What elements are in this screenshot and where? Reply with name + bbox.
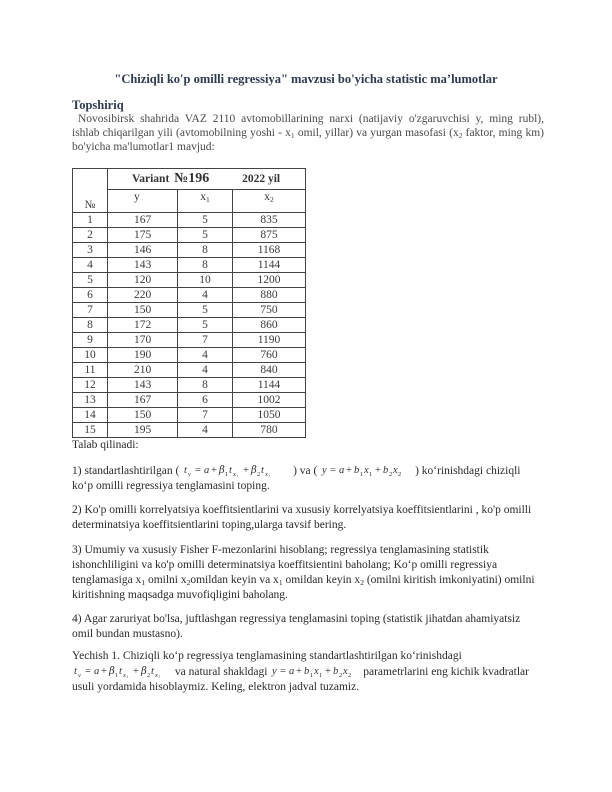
x2-value: 1168: [233, 243, 306, 258]
col-header-x2: $x_2$: [233, 190, 306, 213]
row-number: 7: [73, 303, 108, 318]
svg-text:a: a: [289, 666, 295, 677]
svg-text:β: β: [109, 666, 115, 677]
svg-text:t: t: [119, 666, 122, 677]
row-number: 8: [73, 318, 108, 333]
x2-value: 780: [233, 423, 306, 438]
svg-text:1: 1: [319, 672, 323, 678]
x2-value: 760: [233, 348, 306, 363]
row-number: 15: [73, 423, 108, 438]
svg-text:a: a: [339, 465, 345, 476]
x2-value: 1200: [233, 273, 306, 288]
table-row: [73, 213, 306, 228]
x2-value: 880: [233, 288, 306, 303]
svg-text:β: β: [141, 666, 147, 677]
x1-value: 5: [178, 318, 233, 333]
x2-value: 1002: [233, 393, 306, 408]
svg-text:2: 2: [257, 471, 261, 477]
svg-text:1: 1: [310, 672, 314, 678]
variant-number: №196: [174, 171, 210, 186]
y-value: 167: [108, 213, 178, 228]
svg-text:b: b: [354, 465, 360, 476]
svg-text:t: t: [229, 465, 233, 476]
intro-text-1: Novosibirsk shahrida VAZ 2110 avtomobillarining narxi (natijaviy o'zgaruvchisi y, ming rubl), ishlab chiqarilgan yili (avtomobilning yoshi - x: [72, 113, 544, 139]
table-row: [73, 408, 306, 423]
svg-text:x: x: [343, 666, 349, 677]
solution-standardized-formula: [72, 664, 172, 678]
row-number: 13: [73, 393, 108, 408]
x2-value: 835: [233, 213, 306, 228]
row-number: 5: [73, 273, 108, 288]
variant-header: [108, 169, 306, 190]
svg-text:β: β: [219, 465, 225, 476]
y-value: 175: [108, 228, 178, 243]
intro-text-3: faktor, ming km) bo'yicha ma'lumotlar1 mavjud:: [72, 127, 544, 153]
svg-text:1: 1: [225, 471, 229, 477]
x2-value: 1144: [233, 258, 306, 273]
row-number: 10: [73, 348, 108, 363]
svg-text:+: +: [101, 666, 107, 677]
x1-value: 4: [178, 348, 233, 363]
y-value: 120: [108, 273, 178, 288]
svg-text:t: t: [261, 465, 265, 476]
svg-text:x₁: x₁: [123, 672, 129, 678]
y-value: 143: [108, 378, 178, 393]
y-value: 143: [108, 258, 178, 273]
svg-text:=: =: [85, 666, 91, 677]
svg-text:y: y: [322, 465, 327, 476]
intro-sub-1: 1: [290, 131, 295, 140]
y-value: 220: [108, 288, 178, 303]
table-row: [73, 318, 306, 333]
row-number: 12: [73, 378, 108, 393]
svg-text:=: =: [330, 465, 337, 476]
y-value: 150: [108, 303, 178, 318]
y-value: 210: [108, 363, 178, 378]
svg-text:+: +: [346, 465, 353, 476]
svg-text:=: =: [280, 666, 287, 677]
table-row: [73, 348, 306, 363]
requirement-1: 1) standartlashtirilgan ( t y = a + β 1 t x₁ + β 2 t x₂ ) va ( y = a + b 1 x 1 + b 2 x 2 ) ko‘rinishdagi chiziqli ko‘p omilli regressiya tenglamasini toping.: [72, 465, 521, 492]
table-row: [73, 333, 306, 348]
table-body: [73, 213, 306, 438]
svg-text:1: 1: [360, 471, 364, 477]
num-symbol: №: [84, 199, 96, 211]
x1-value: 5: [178, 303, 233, 318]
x2-value: 840: [233, 363, 306, 378]
svg-text:2: 2: [348, 672, 352, 678]
svg-text:x₂: x₂: [155, 672, 161, 678]
svg-text:1: 1: [115, 672, 119, 678]
table-row: [73, 288, 306, 303]
svg-text:+: +: [296, 666, 303, 677]
svg-text:x₂: x₂: [265, 471, 271, 477]
topshiriq-heading: Topshiriq: [72, 98, 124, 112]
y-value: 170: [108, 333, 178, 348]
page-title: "Chiziqli ko'p omilli regressiya" mavzusi bo'yicha statistic ma’lumotlar: [114, 72, 498, 86]
svg-text:b: b: [383, 465, 389, 476]
svg-text:y: y: [188, 471, 192, 477]
requirement-4: 4) Agar zaruriyat bo'lsa, juftlashgan regressiya tenglamasini toping (statistik jihatdan ahamiyatsiz omil bundan mustasno).: [72, 613, 521, 640]
svg-text:b: b: [304, 666, 310, 677]
svg-text:+: +: [375, 465, 382, 476]
x1-value: 10: [178, 273, 233, 288]
x1-value: 7: [178, 408, 233, 423]
variant-label: Variant: [132, 173, 170, 185]
svg-text:t: t: [184, 465, 188, 476]
y-value: 146: [108, 243, 178, 258]
x1-value: 4: [178, 423, 233, 438]
y-value: 172: [108, 318, 178, 333]
requirement-3: 3) Umumiy va xususiy Fisher F-mezonlarini hisoblang; regressiya tenglamasining statistik ishonchliligini va ko'p omilli determinatsiya koeffitsientini baholang; Ko‘p omilli regressiya tenglamasiga $x_1$ omilni $x_2omildan$ keyin va $x_1$ omildan keyin $x_2$ (omilni kiritish imkoniyatini) omilni kiritishning maqsadga muvofiqligini baholang.: [72, 544, 535, 601]
num-header-cell: [73, 169, 108, 213]
svg-text:2: 2: [398, 471, 402, 477]
svg-text:+: +: [211, 465, 218, 476]
x1-value: 6: [178, 393, 233, 408]
solution-natural-formula: [270, 664, 360, 678]
variant-year: 2022 yil: [242, 173, 281, 185]
x2-value: 875: [233, 228, 306, 243]
natural-formula: [320, 463, 412, 477]
row-number: 2: [73, 228, 108, 243]
intro-sub-2: 2: [458, 131, 463, 140]
svg-text:β: β: [251, 465, 257, 476]
svg-text:b: b: [333, 666, 339, 677]
x1-value: 5: [178, 228, 233, 243]
svg-text:2: 2: [339, 672, 343, 678]
table-row: [73, 273, 306, 288]
svg-text:+: +: [133, 666, 139, 677]
table-row: [73, 378, 306, 393]
row-number: 3: [73, 243, 108, 258]
svg-text:x: x: [314, 666, 320, 677]
col-header-x1: $x_1$: [178, 190, 233, 213]
row-number: 9: [73, 333, 108, 348]
svg-text:y: y: [78, 672, 81, 678]
table-row: [73, 258, 306, 273]
svg-text:y: y: [272, 666, 278, 677]
requirement-2: 2) Ko'p omilli korrelyatsiya koeffitsientlarini va xususiy korrelyatsiya koeffitsientlarini , ko'p omilli determinatsiya koeffitsientlarini toping,ularga tavsif bering.: [72, 504, 532, 531]
x2-value: 1050: [233, 408, 306, 423]
svg-text:2: 2: [147, 672, 151, 678]
x1-value: 7: [178, 333, 233, 348]
svg-text:x: x: [393, 465, 398, 476]
x1-value: 4: [178, 363, 233, 378]
svg-text:+: +: [325, 666, 332, 677]
svg-text:2: 2: [389, 471, 393, 477]
talab-label: Talab qilinadi:: [72, 439, 139, 451]
svg-text:+: +: [243, 465, 250, 476]
x1-value: 4: [178, 288, 233, 303]
svg-text:x: x: [364, 465, 369, 476]
solution-paragraph: Yechish 1. Chiziqli ko‘p regressiya tenglamasining standartlashtirilgan ko‘rinishdagi t y = a + β 1 t x₁ + β 2 t x₂ va natural shakldagi y = a + b 1 x 1 + b 2 x 2 parametrlarini eng kichik kvadratlar usuli yordamida hisoblaymiz. Keling, elektron jadval tuzamiz.: [72, 650, 529, 693]
svg-text:t: t: [151, 666, 154, 677]
svg-text:1: 1: [369, 471, 373, 477]
y-value: 195: [108, 423, 178, 438]
svg-text:a: a: [94, 666, 100, 677]
y-value: 150: [108, 408, 178, 423]
svg-text:x₁: x₁: [233, 471, 239, 477]
x1-value: 5: [178, 213, 233, 228]
col-header-y: y: [108, 190, 178, 213]
table-row: [73, 423, 306, 438]
y-value: 167: [108, 393, 178, 408]
x1-value: 8: [178, 378, 233, 393]
row-number: 6: [73, 288, 108, 303]
x2-value: 750: [233, 303, 306, 318]
standardized-formula: [182, 463, 290, 477]
intro-paragraph: [72, 112, 544, 154]
table-row: [73, 303, 306, 318]
row-number: 14: [73, 408, 108, 423]
table-row: [73, 363, 306, 378]
svg-text:=: =: [195, 465, 202, 476]
svg-text:t: t: [74, 666, 77, 677]
table-row: [73, 228, 306, 243]
row-number: 4: [73, 258, 108, 273]
table-row: [73, 393, 306, 408]
row-number: 11: [73, 363, 108, 378]
table-row: [73, 243, 306, 258]
x1-value: 8: [178, 243, 233, 258]
svg-text:a: a: [204, 465, 210, 476]
x2-value: 1144: [233, 378, 306, 393]
row-number: 1: [73, 213, 108, 228]
data-table: [72, 168, 306, 438]
x2-value: 860: [233, 318, 306, 333]
intro-text-2: omil, yillar) va yurgan masofasi (x: [294, 127, 459, 139]
y-value: 190: [108, 348, 178, 363]
x1-value: 8: [178, 258, 233, 273]
x2-value: 1190: [233, 333, 306, 348]
